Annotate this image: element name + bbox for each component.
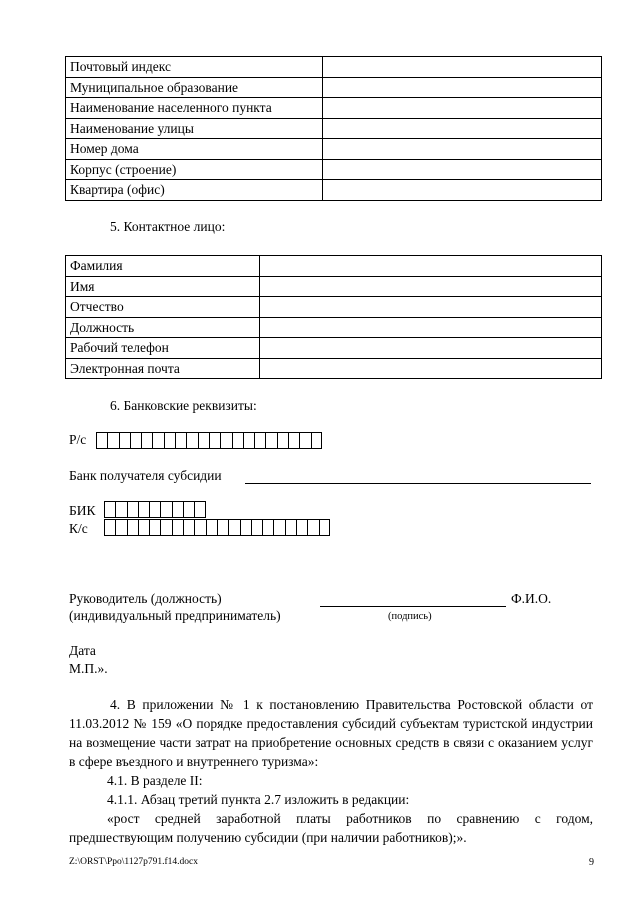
entrepreneur-label: (индивидуальный предприниматель) [69,608,281,623]
rs-digit-cell[interactable] [107,432,118,449]
ks-digit-cell[interactable] [104,519,115,536]
contact-value-field[interactable] [260,297,602,318]
paragraph-4-1-1: 4.1.1. Абзац третий пункта 2.7 изложить в редакции: [107,792,410,807]
bik-label: БИК [69,503,96,518]
bik-digit-cell[interactable] [194,501,205,518]
rs-digit-cell[interactable] [209,432,220,449]
ks-digit-cell[interactable] [115,519,126,536]
ks-digit-cell[interactable] [172,519,183,536]
rs-digit-cell[interactable] [220,432,231,449]
bik-digit-cell[interactable] [183,501,194,518]
address-row [66,57,602,78]
bik-cells[interactable] [104,501,206,518]
address-value-field[interactable] [323,77,602,98]
address-label: Наименование улицы [66,118,323,139]
bik-digit-cell[interactable] [127,501,138,518]
contact-value-field[interactable] [260,317,602,338]
address-row [66,139,602,160]
head-label: Руководитель (должность) [69,591,222,606]
contact-row [66,297,602,318]
quote-paragraph: «рост средней заработной платы работников по сравнению с годом, предшествующим получению субсидии (при наличии работников);». [69,811,593,845]
contact-value-field[interactable] [260,338,602,359]
rs-digit-cell[interactable] [119,432,130,449]
address-row [66,118,602,139]
recipient-bank-label: Банк получателя субсидии [69,468,222,483]
rs-digit-cell[interactable] [277,432,288,449]
rs-digit-cell[interactable] [141,432,152,449]
address-label: Квартира (офис) [66,180,323,201]
contact-value-field[interactable] [260,256,602,277]
ks-digit-cell[interactable] [285,519,296,536]
rs-digit-cell[interactable] [164,432,175,449]
address-value-field[interactable] [323,180,602,201]
contact-row [66,338,602,359]
contact-heading: 5. Контактное лицо: [110,219,226,234]
address-value-field[interactable] [323,98,602,119]
rs-digit-cell[interactable] [152,432,163,449]
contact-row [66,317,602,338]
page-number: 9 [589,857,594,868]
bank-heading: 6. Банковские реквизиты: [110,398,257,413]
recipient-bank-line[interactable] [245,468,591,484]
address-label: Номер дома [66,139,323,160]
bik-digit-cell[interactable] [172,501,183,518]
bik-digit-cell[interactable] [160,501,171,518]
rs-digit-cell[interactable] [254,432,265,449]
ks-digit-cell[interactable] [251,519,262,536]
contact-label: Рабочий телефон [66,338,260,359]
rs-digit-cell[interactable] [288,432,299,449]
ks-digit-cell[interactable] [194,519,205,536]
address-label: Корпус (строение) [66,159,323,180]
bik-digit-cell[interactable] [138,501,149,518]
address-row [66,180,602,201]
contact-label: Имя [66,276,260,297]
rs-digit-cell[interactable] [243,432,254,449]
rs-digit-cell[interactable] [130,432,141,449]
ks-label: К/с [69,521,88,536]
ks-digit-cell[interactable] [240,519,251,536]
rs-digit-cell[interactable] [299,432,310,449]
ks-digit-cell[interactable] [307,519,318,536]
rs-digit-cell[interactable] [96,432,107,449]
contact-table [65,255,602,379]
contact-value-field[interactable] [260,276,602,297]
address-row [66,77,602,98]
rs-label: Р/с [69,432,87,447]
rs-account-cells[interactable] [96,432,322,449]
address-row [66,98,602,119]
ks-digit-cell[interactable] [262,519,273,536]
contact-label: Электронная почта [66,358,260,379]
address-label: Муниципальное образование [66,77,323,98]
contact-row [66,276,602,297]
address-value-field[interactable] [323,139,602,160]
address-label: Почтовый индекс [66,57,323,78]
ks-digit-cell[interactable] [183,519,194,536]
ks-digit-cell[interactable] [228,519,239,536]
rs-digit-cell[interactable] [311,432,322,449]
bik-digit-cell[interactable] [104,501,115,518]
contact-row [66,358,602,379]
stamp-label: М.П.». [69,661,108,676]
address-value-field[interactable] [323,118,602,139]
rs-digit-cell[interactable] [186,432,197,449]
signature-line[interactable] [320,591,506,607]
signature-caption: (подпись) [388,611,432,622]
address-value-field[interactable] [323,159,602,180]
ks-digit-cell[interactable] [273,519,284,536]
ks-digit-cell[interactable] [296,519,307,536]
address-row [66,159,602,180]
fio-label: Ф.И.О. [511,591,552,606]
address-label: Наименование населенного пункта [66,98,323,119]
rs-digit-cell[interactable] [198,432,209,449]
ks-digit-cell[interactable] [319,519,330,536]
contact-label: Фамилия [66,256,260,277]
ks-digit-cell[interactable] [217,519,228,536]
ks-digit-cell[interactable] [127,519,138,536]
address-table [65,56,602,201]
date-label: Дата [69,643,96,658]
contact-label: Отчество [66,297,260,318]
paragraph-4-1: 4.1. В разделе II: [107,773,203,788]
ks-digit-cell[interactable] [160,519,171,536]
ks-digit-cell[interactable] [206,519,217,536]
bik-digit-cell[interactable] [149,501,160,518]
paragraph-4: 4. В приложении № 1 к постановлению Правительства Ростовской области от 11.03.2012 № 159 «О порядке предоставления субсидий субъектам туристской индустрии на возмещение части затрат на приобретение основных средств в связи с оказанием услуг в сфере въездного и внутреннего туризма»: [69,697,593,769]
rs-digit-cell[interactable] [175,432,186,449]
rs-digit-cell[interactable] [265,432,276,449]
contact-value-field[interactable] [260,358,602,379]
address-value-field[interactable] [323,57,602,78]
ks-digit-cell[interactable] [149,519,160,536]
ks-digit-cell[interactable] [138,519,149,536]
footer-file-path: Z:\ORST\Ppo\1127p791.f14.docx [69,857,198,867]
bik-digit-cell[interactable] [115,501,126,518]
contact-label: Должность [66,317,260,338]
ks-account-cells[interactable] [104,519,330,536]
contact-row [66,256,602,277]
rs-digit-cell[interactable] [232,432,243,449]
